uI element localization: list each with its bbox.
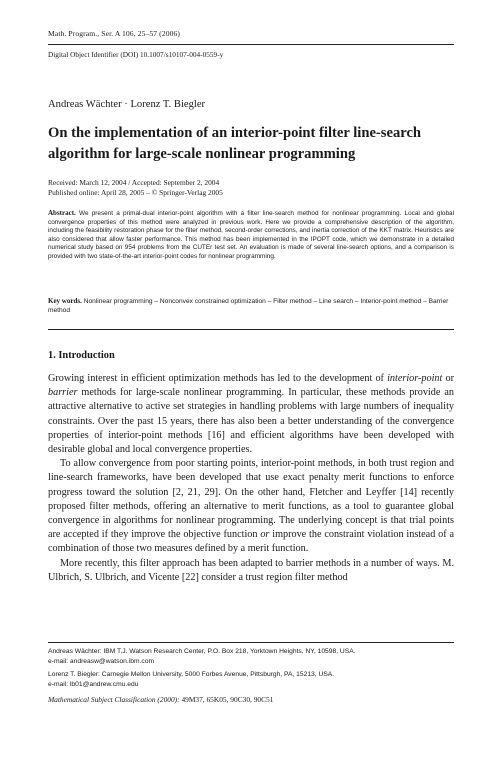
affiliation: Lorenz T. Biegler: Carnegie Mellon University, 5000 Forbes Avenue, Pittsburgh, PA, 15213, USA. [48, 671, 335, 678]
paragraph: More recently, this filter approach has been adapted to barrier methods in a number of ways. M. Ulbrich, S. Ulbrich, and Vicente [22] consider a trust region filter method [48, 557, 454, 583]
footnote-rule [48, 642, 454, 643]
section-heading: 1. Introduction [48, 350, 115, 361]
subject-classification [48, 695, 273, 704]
received-date: Received: March 12, 2004 / Accepted: September 2, 2004 [48, 178, 220, 187]
author-list: Andreas Wächter · Lorenz T. Biegler [48, 99, 206, 110]
published-date: Published online: April 28, 2005 – © Springer-Verlag 2005 [48, 188, 223, 197]
keywords-text: Nonlinear programming – Nonconvex constrained optimization – Filter method – Line search – Interior-point method – Barrier method [48, 298, 449, 314]
abstract-text: We present a primal-dual interior-point algorithm with a filter line-search method for nonlinear programming. Local and global convergence properties of this method were analyzed in previous work. Here we provide a comprehensive description of the algorithm, including the feasibility restoration phase for the filter method, second-order corrections, and inertia correction of the KKT matrix. Heuristics are also considered that allow faster performance. This method has been implemented in the IPOPT code, which we demonstrate in a detailed numerical study based on 954 problems from the CUTEr test set. An evaluation is made of several line-search options, and a comparison is provided with two state-of-the-art interior-point codes for nonlinear programming. [48, 210, 454, 260]
header-rule [48, 44, 454, 45]
doi-line: Digital Object Identifier (DOI) 10.1007/s10107-004-0559-y [48, 50, 224, 59]
paper-title: On the implementation of an interior-point filter line-search algorithm for large-scale nonlinear programming [48, 125, 422, 162]
abstract-label: Abstract. [48, 209, 76, 217]
msc-codes: 49M37, 65K05, 90C30, 90C51 [181, 695, 274, 704]
paragraph: Growing interest in efficient optimization methods has led to the development of interior-point or barrier methods for large-scale nonlinear programming. In particular, these methods provide an attractive alternative to active set strategies in handling problems with large numbers of inequality constraints. Over the past 15 years, there has also been a better understanding of the convergence properties of interior-point methods [16] and efficient algorithms have been developed with desirable global and local convergence properties. [48, 373, 454, 456]
keywords [48, 297, 454, 315]
publication-dates [48, 178, 223, 198]
keywords-label: Key words. [48, 297, 82, 305]
affiliation: Andreas Wächter: IBM T.J. Watson Research Center, P.O. Box 218, Yorktown Heights, NY, 10598, USA. [48, 648, 356, 655]
abstract [48, 209, 454, 262]
journal-citation: Math. Program., Ser. A 106, 25–57 (2006) [48, 29, 181, 38]
email: e-mail: andreasw@watson.ibm.com [48, 657, 155, 665]
footnote-author-1 [48, 647, 454, 666]
body-text [48, 372, 454, 585]
paragraph: To allow convergence from poor starting points, interior-point methods, in both trust region and line-search frameworks, have been developed that use exact penalty merit functions to enforce progress toward the solution [2, 21, 29]. On the other hand, Fletcher and Leyffer [14] recently proposed filter methods, offering an alternative to merit functions, as a tool to guarantee global convergence in algorithms for nonlinear programming. The underlying concept is that trial points are accepted if they improve the objective function or improve the constraint violation instead of a combination of those two measures defined by a merit function. [48, 458, 454, 555]
section-rule [48, 329, 454, 330]
email: e-mail: lb01@andrew.cmu.edu [48, 680, 139, 688]
footnote-author-2 [48, 670, 454, 689]
msc-label: Mathematical Subject Classification (2000): [48, 695, 180, 704]
